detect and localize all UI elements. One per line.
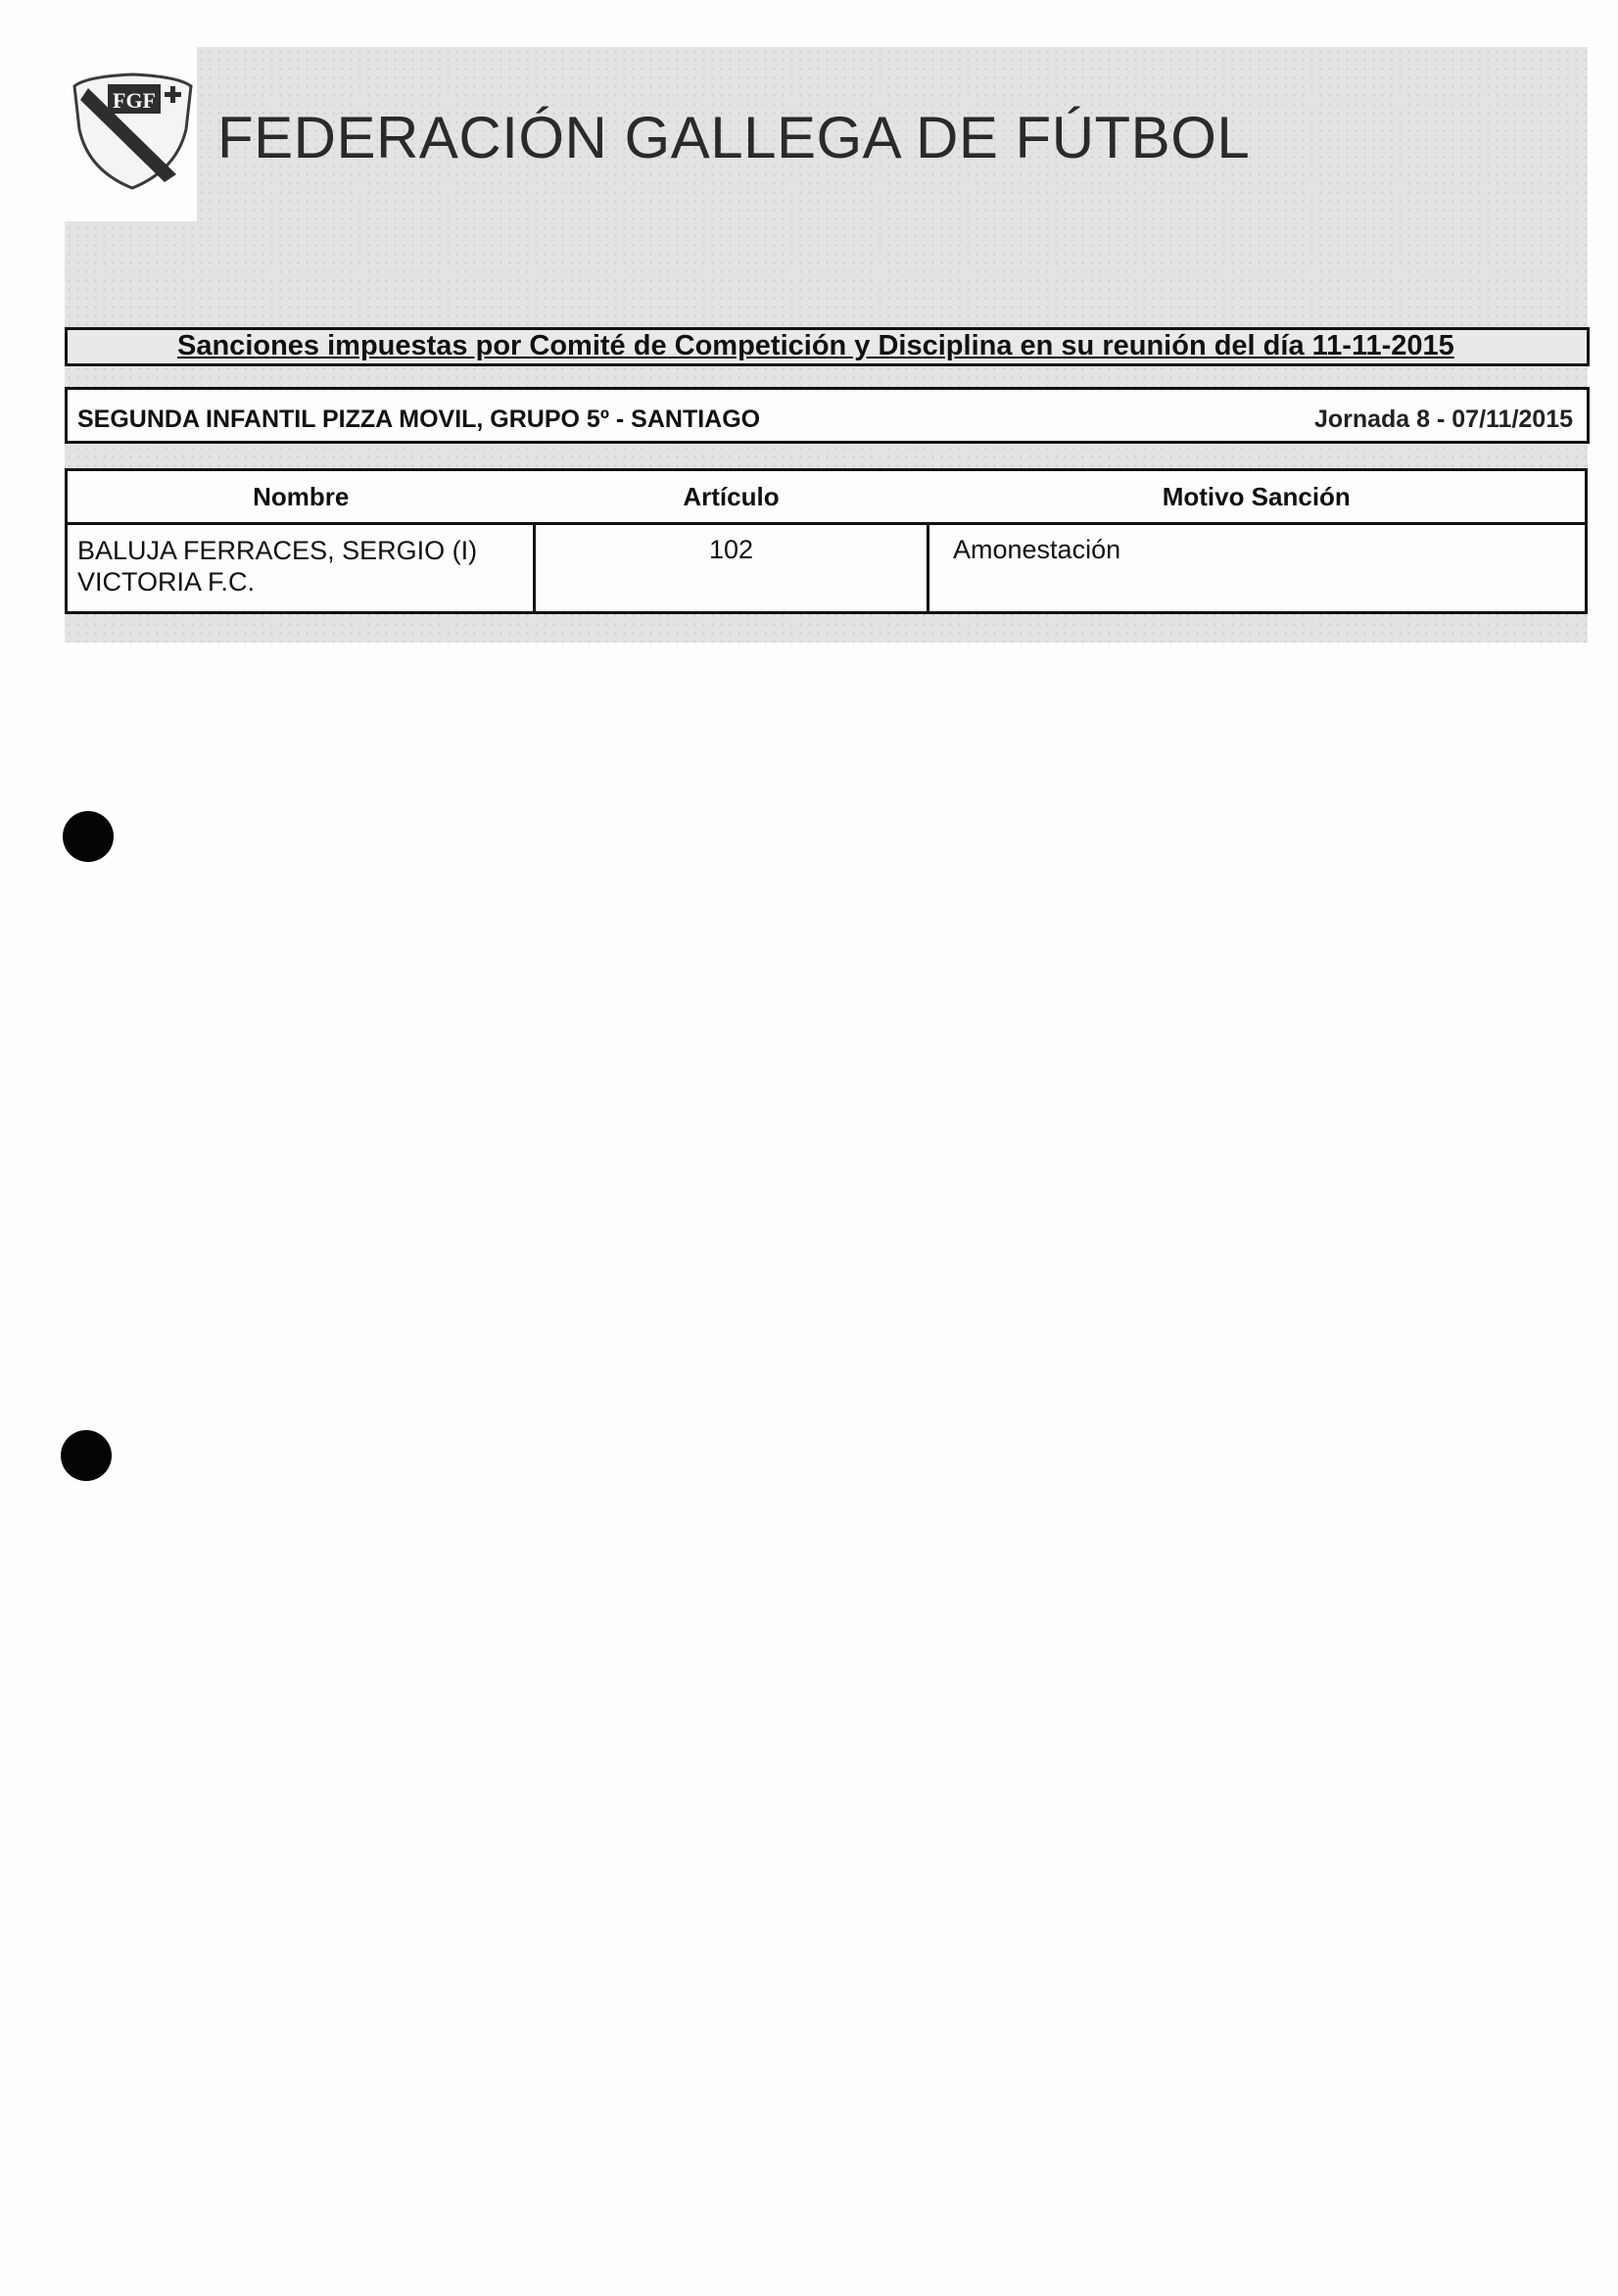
session-title: Sanciones impuestas por Comité de Competición y Disciplina en su reunión del día 11-11-2015 [177, 330, 1454, 361]
cell-nombre [67, 524, 535, 613]
club-name: VICTORIA F.C. [77, 567, 256, 597]
punch-hole-bottom [61, 1430, 112, 1481]
session-header-box [65, 327, 1590, 366]
header-nombre: Nombre [67, 470, 535, 524]
federation-title: FEDERACIÓN GALLEGA DE FÚTBOL [217, 105, 1251, 170]
cell-motivo: Amonestación [928, 524, 1587, 613]
fgf-shield-logo [67, 69, 199, 194]
competition-name: SEGUNDA INFANTIL PIZZA MOVIL, GRUPO 5º - SANTIAGO [77, 406, 761, 433]
cell-articulo: 102 [535, 524, 928, 613]
header-articulo: Artículo [535, 470, 928, 524]
table-row [67, 524, 1587, 613]
logo-lettering: FGF [113, 88, 156, 113]
table-header-row [67, 470, 1587, 524]
competition-box [65, 387, 1590, 444]
header-motivo: Motivo Sanción [928, 470, 1587, 524]
player-name: BALUJA FERRACES, SERGIO (I) [77, 536, 478, 565]
sanctions-table [65, 468, 1588, 614]
punch-hole-top [63, 811, 114, 862]
jornada-label: Jornada 8 - 07/11/2015 [1313, 406, 1573, 433]
